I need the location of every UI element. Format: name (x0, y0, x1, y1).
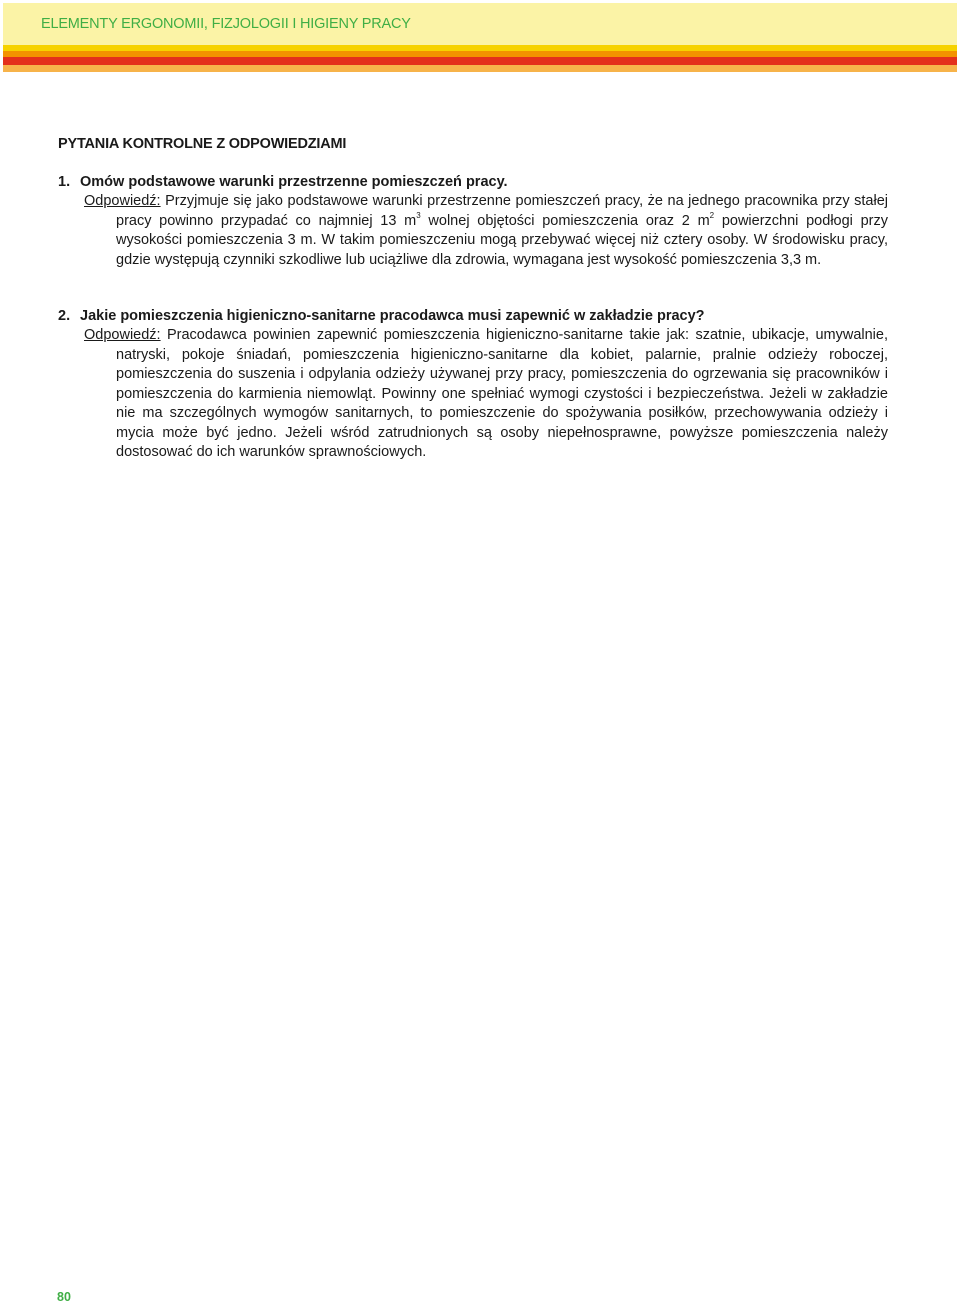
question-1-number: 1. (58, 174, 71, 190)
question-2-text: Jakie pomieszczenia higieniczno-sanitarne pracodawca musi zapewnić w zakładzie pracy? (80, 308, 705, 324)
answer-1-sup-cubic: 3 (416, 210, 421, 220)
section-title: PYTANIA KONTROLNE Z ODPOWIEDZIAMI (58, 136, 347, 152)
answer-1-text-part2: wolnej objętości pomieszczenia oraz 2 m (420, 212, 710, 229)
answer-2-label: Odpowiedź: (84, 327, 161, 343)
header-stripe-red (3, 57, 957, 65)
question-1 (58, 174, 858, 190)
question-2-number: 2. (58, 308, 71, 324)
header-band (3, 3, 957, 45)
answer-1 (84, 192, 888, 270)
answer-2-text: Pracodawca powinien zapewnić pomieszczenia higieniczno-sanitarne takie jak: szatnie, ubikacje, umywalnie, natryski, pokoje śniadań, pomieszczenia higieniczno-sanitarne dla kobiet, palarnie, pralnie odzieży roboczej, pomieszczenia do suszenia i odpylania odzieży używanej przy pracy, pomieszczenia do ogrzewania się pracowników i pomieszczenia do karmienia niemowląt. Powinny one spełniać wymogi czystości i bezpieczeństwa. Jeżeli w zakładzie nie ma szczególnych wymogów sanitarnych, to pomieszczenie do spożywania posiłków, przechowywania odzieży i mycia może być jedno. Jeżeli wśród zatrudnionych są osoby niepełnosprawne, powyższe pomieszczenia należy dostosować do ich warunków sprawnościowych. (116, 327, 888, 460)
answer-1-text-part3: powierzchni podłogi przy wysokości pomieszczenia 3 m. W takim pomieszczeniu mogą przebywać więcej niż cztery osoby. W środowisku pracy, gdzie występują czynniki szkodliwe lub uciążliwe dla zdrowia, wymagana jest wysokość pomieszczenia 3,3 m. (116, 212, 889, 268)
header-stripe-light (3, 65, 957, 72)
answer-1-sup-square: 2 (709, 210, 715, 220)
answer-2 (84, 326, 888, 463)
answer-1-text-part1: Przyjmuje się jako podstawowe warunki przestrzenne pomieszczeń pracy, że na jednego pracownika przy stałej pracy powinno przypadać co najmniej 13 m (116, 193, 888, 229)
question-2 (58, 308, 858, 324)
answer-1-label: Odpowiedź: (84, 193, 161, 209)
page-number: 80 (57, 1290, 71, 1304)
header-title: ELEMENTY ERGONOMII, FIZJOLOGII I HIGIENY PRACY (41, 16, 411, 32)
question-1-text: Omów podstawowe warunki przestrzenne pomieszczeń pracy. (80, 174, 508, 190)
